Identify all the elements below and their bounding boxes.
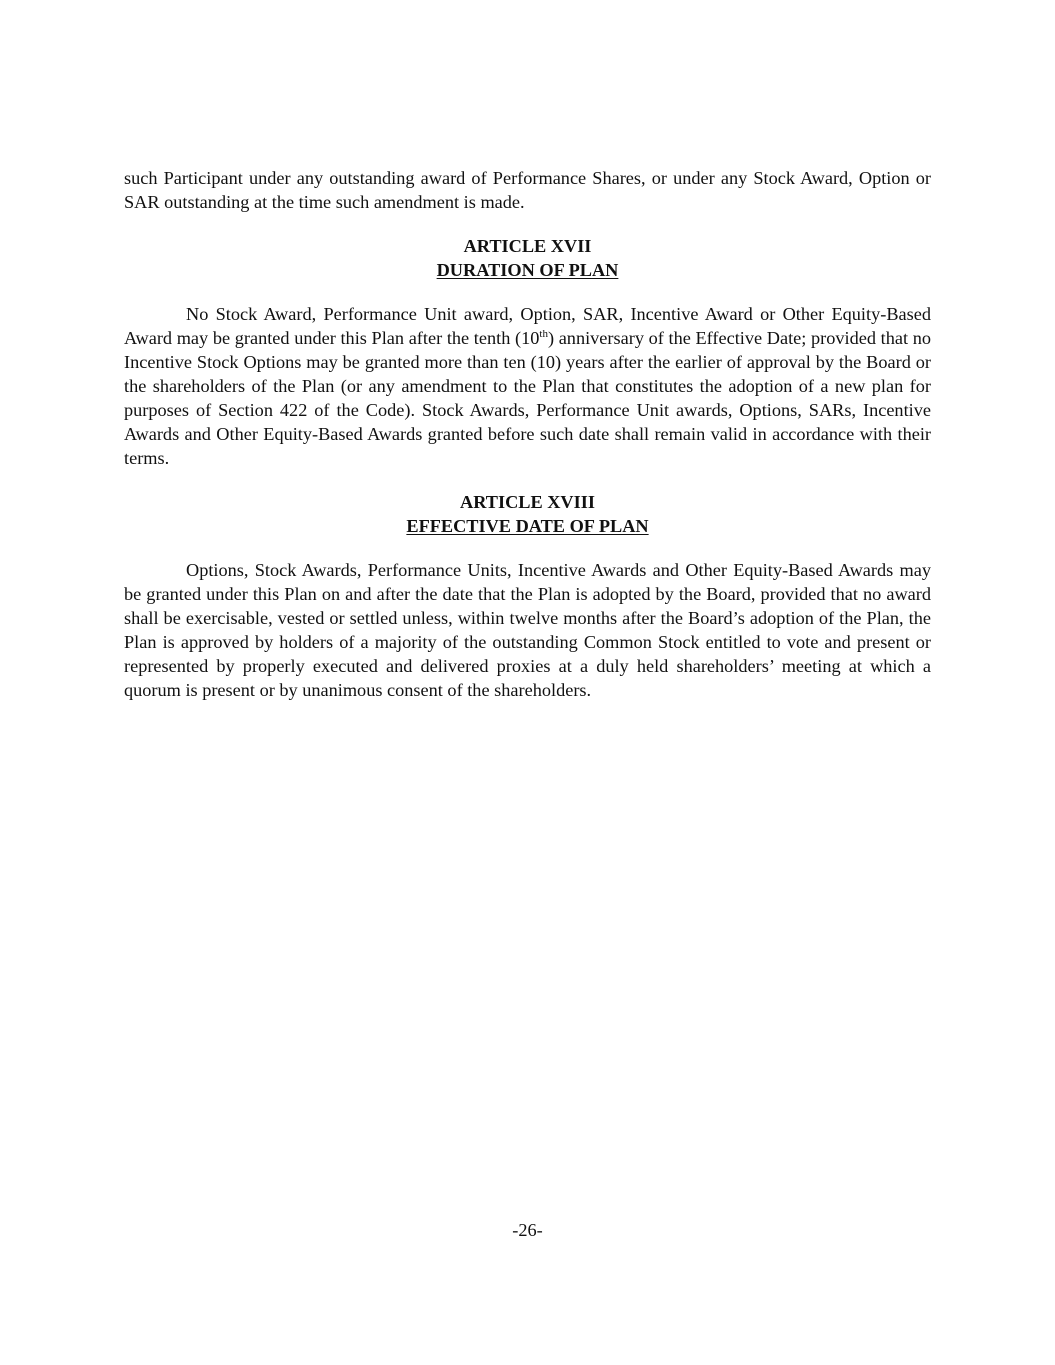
continuation-paragraph: such Participant under any outstanding award of Performance Shares, or under any Stock Award, Option or SAR outstanding at the time such amendment is made. [124, 168, 931, 212]
document-page [124, 166, 931, 702]
article-18-number: ARTICLE XVIII [460, 492, 595, 512]
article-18-title: EFFECTIVE DATE OF PLAN [406, 516, 649, 536]
article-17-heading [124, 234, 931, 282]
page-number: -26- [512, 1220, 543, 1240]
article-17-title: DURATION OF PLAN [436, 260, 619, 280]
superscript-th: th [539, 327, 548, 340]
article-18-paragraph: Options, Stock Awards, Performance Units, Incentive Awards and Other Equity-Based Awards may be granted under this Plan on and after the date that the Plan is adopted by the Board, provided that no award shall be exercisable, vested or settled unless, within twelve months after the Board’s adoption of the Plan, the Plan is approved by holders of a majority of the outstanding Common Stock entitled to vote and present or represented by properly executed and delivered proxies at a duly held shareholders’ meeting at which a quorum is present or by unanimous consent of the shareholders. [124, 560, 931, 700]
article-17-text-part-2: ) anniversary of the Effective Date; provided that no Incentive Stock Options may be granted more than ten (10) years after the earlier of approval by the Board or the shareholders of the Plan (or any amendment to the Plan that constitutes the adoption of a new plan for purposes of Section 422 of the Code). Stock Awards, Performance Unit awards, Options, SARs, Incentive Awards and Other Equity-Based Awards granted before such date shall remain valid in accordance with their terms. [124, 328, 931, 468]
article-17-number: ARTICLE XVII [463, 236, 592, 256]
article-17-paragraph [124, 302, 931, 470]
article-17-text-part-1: No Stock Award, Performance Unit award, Option, SAR, Incentive Award or Other Equity-Based Award may be granted under this Plan after the tenth (10 [124, 304, 931, 348]
article-18-heading [124, 490, 931, 538]
